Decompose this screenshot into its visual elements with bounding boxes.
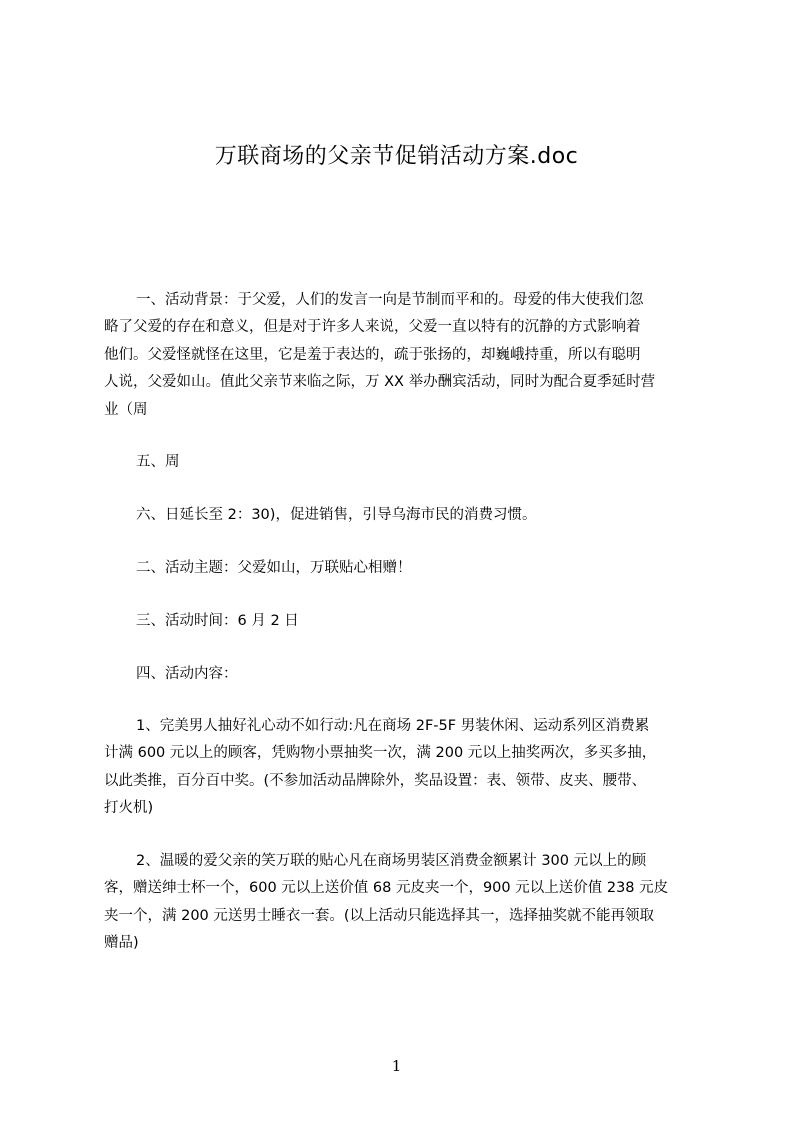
paragraph-line: 他们。父爱怪就怪在这里，它是羞于表达的，疏于张扬的，却巍峨持重，所以有聪明 [104,346,641,363]
document-title: 万联商场的父亲节促销活动方案.doc [214,144,579,169]
activity-item-1 [104,713,696,823]
background-paragraph [104,287,696,424]
activity-item-2 [104,848,696,958]
line-six: 六、日延长至 2：30)，促进销售，引导乌海市民的消费习惯。 [136,507,537,523]
paragraph-line: 人说，父爱如山。值此父亲节来临之际，万 XX 举办酬宾活动，同时为配合夏季延时营 [104,374,656,391]
paragraph-line: 2、温暖的爱父亲的笑万联的贴心凡在商场男装区消费金额累计 300 元以上的顾 [136,853,647,869]
paragraph-line: 打火机) [104,800,154,817]
paragraph-line: 客，赠送绅士杯一个，600 元以上送价值 68 元皮夹一个，900 元以上送价值 238 元皮 [104,880,669,897]
activity-theme: 二、活动主题：父爱如山，万联贴心相赠！ [136,560,412,576]
paragraph-line: 以此类推，百分百中奖。(不参加活动品牌除外，奖品设置：表、领带、皮夹、腰带、 [104,772,647,789]
paragraph-line: 业（周 [104,401,148,418]
paragraph-line: 一、活动背景：于父爱，人们的发言一向是节制而平和的。母爱的伟大使我们忽 [136,292,644,308]
activity-time: 三、活动时间：6 月 2 日 [136,613,299,629]
paragraph-line: 计满 600 元以上的顾客，凭购物小票抽奖一次，满 200 元以上抽奖两次，多买多抽， [104,745,657,762]
page-number: 1 [391,1057,402,1075]
line-five: 五、周 [136,454,180,470]
paragraph-line: 夹一个，满 200 元送男士睡衣一套。(以上活动只能选择其一，选择抽奖就不能再领取 [104,907,655,924]
paragraph-line: 略了父爱的存在和意义，但是对于许多人来说，父爱一直以特有的沉静的方式影响着 [104,319,641,336]
paragraph-line: 赠品) [104,935,139,952]
paragraph-line: 1、完美男人抽好礼心动不如行动:凡在商场 2F-5F 男装休闲、运动系列区消费累 [136,718,650,734]
activity-content-heading: 四、活动内容： [136,666,238,682]
